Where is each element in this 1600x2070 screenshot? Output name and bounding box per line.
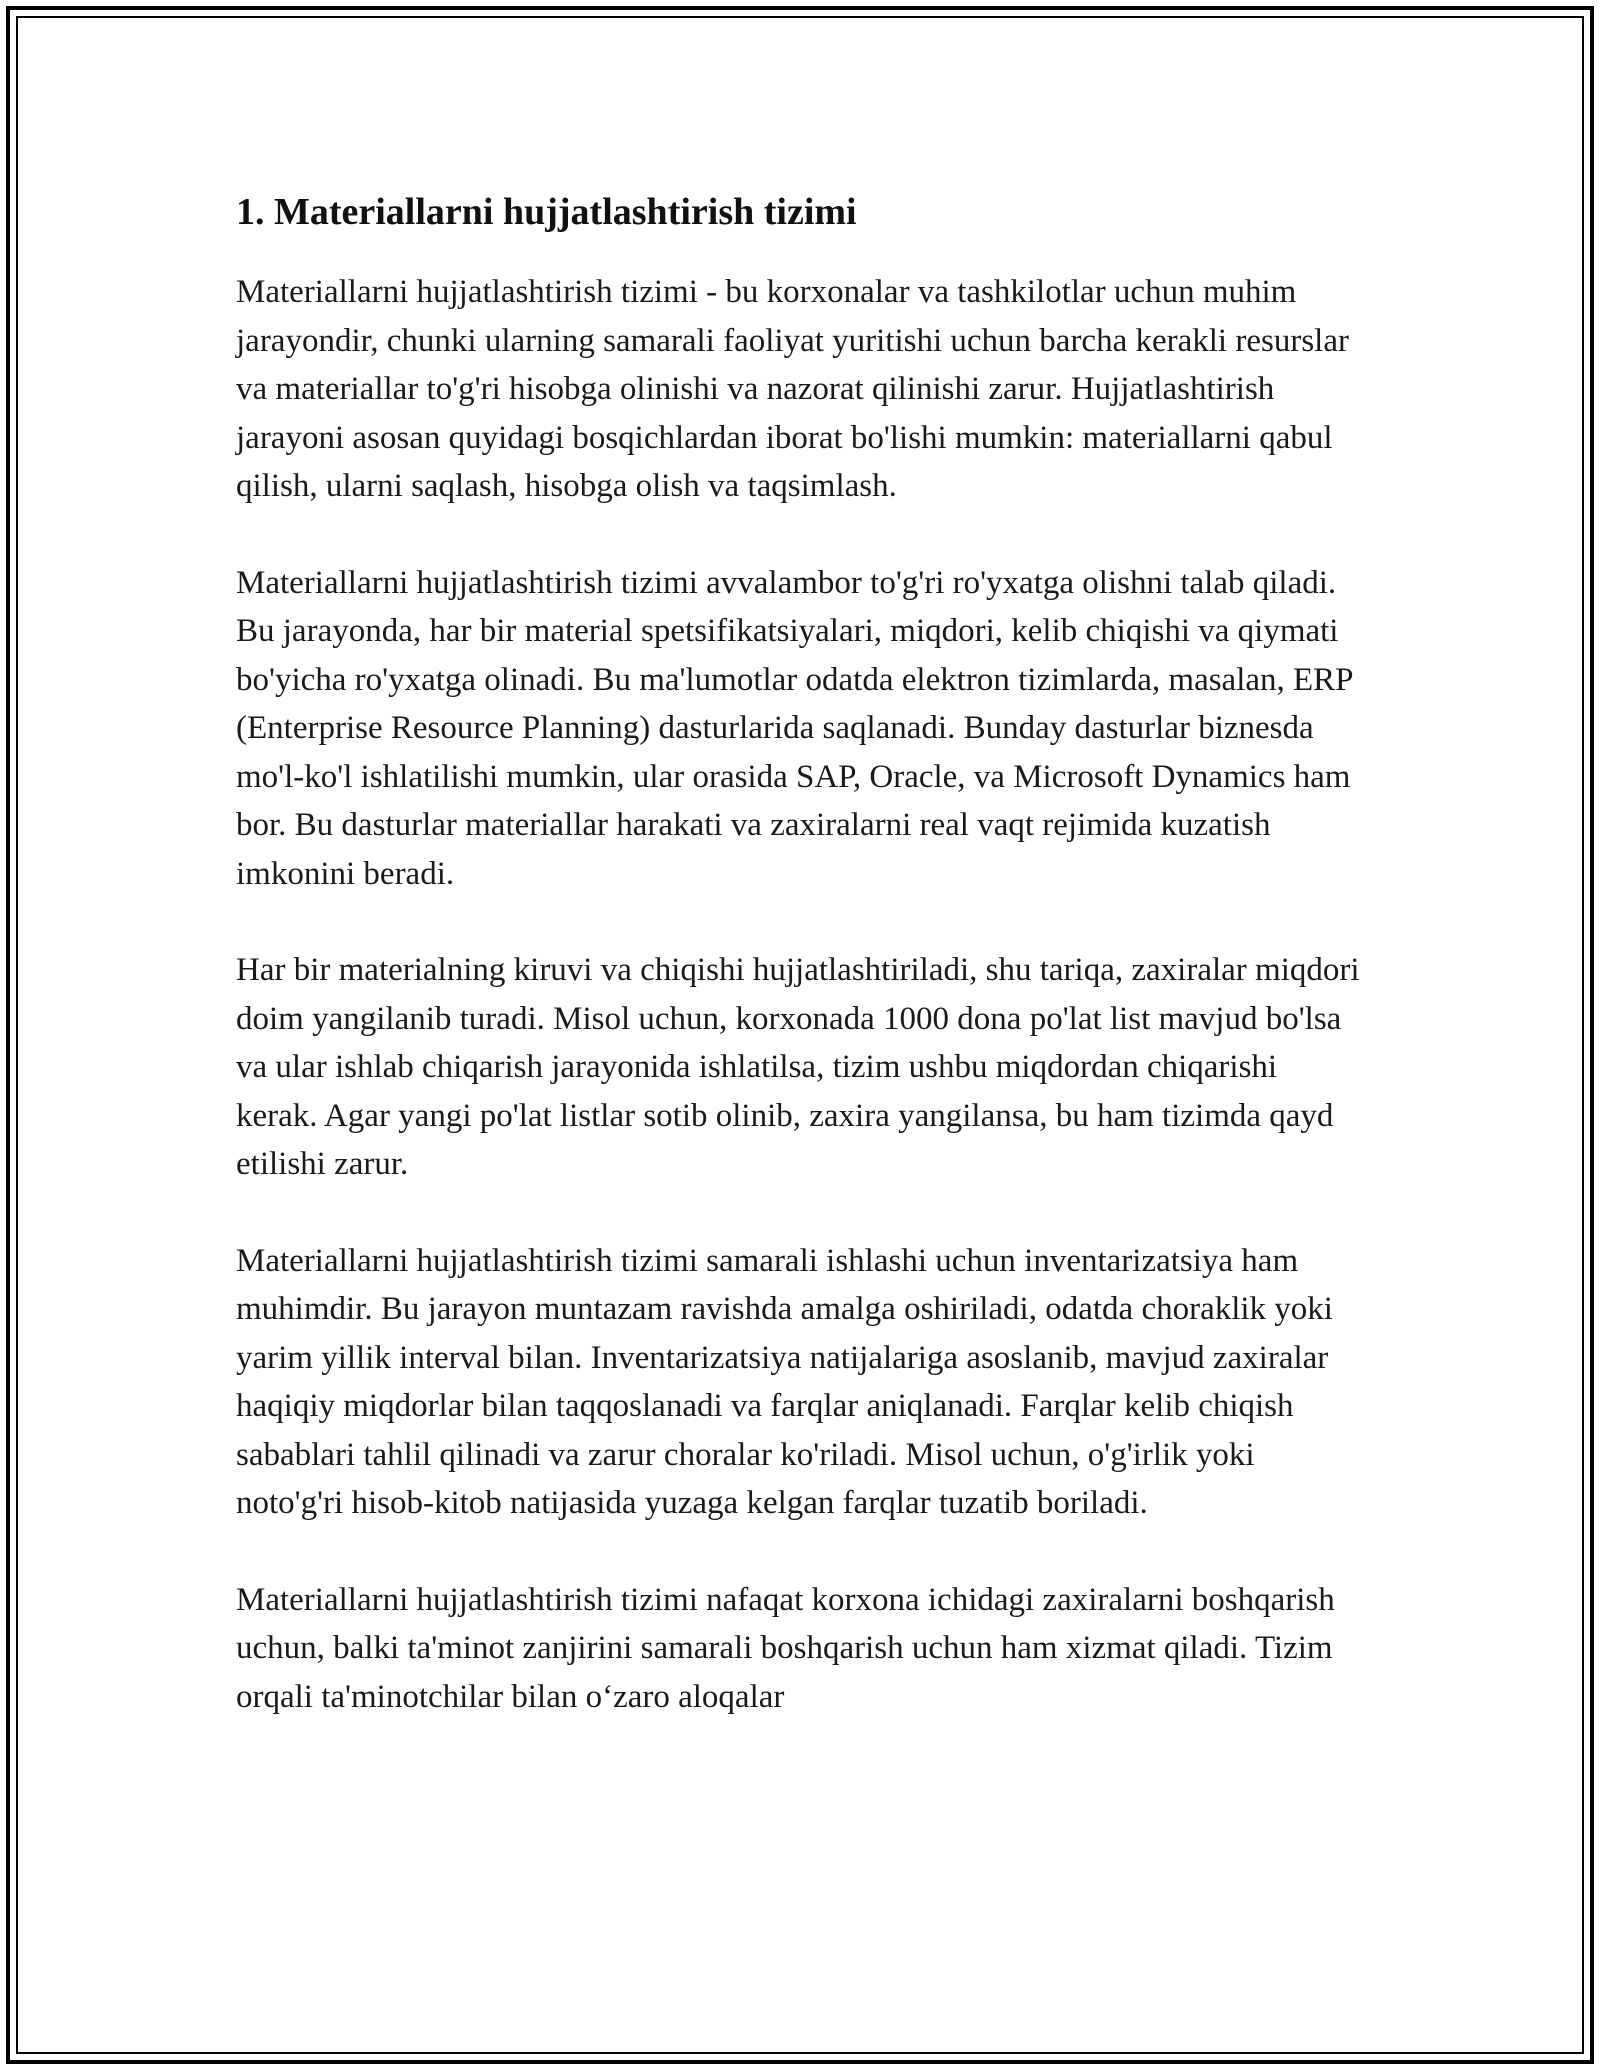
paragraph-1: Materiallarni hujjatlashtirish tizimi - bu korxonalar va tashkilotlar uchun muhim jarayondir, chunki ularning samarali faoliyat yuritishi uchun barcha kerakli resurslar va materiallar to'g'ri hisobga olinishi va nazorat qilinishi zarur. Hujjatlashtirish jarayoni asosan quyidagi bosqichlardan iborat bo'lishi mumkin: materiallarni qabul qilish, ularni saqlash, hisobga olish va taqsimlash. [236,274,1349,504]
document-body [236,186,1366,1769]
paragraph-5: Materiallarni hujjatlashtirish tizimi nafaqat korxona ichidagi zaxiralarni boshqarish uchun, balki ta'minot zanjirini samarali boshqarish uchun ham xizmat qiladi. Tizim orqali ta'minotchilar bilan o‘zaro aloqalar [236,1581,1335,1715]
paragraph-4: Materiallarni hujjatlashtirish tizimi samarali ishlashi uchun inventarizatsiya ham muhimdir. Bu jarayon muntazam ravishda amalga oshiriladi, odatda choraklik yoki yarim yillik interval bilan. Inventarizatsiya natijalariga asoslanib, mavjud zaxiralar haqiqiy miqdorlar bilan taqqoslanadi va farqlar aniqlanadi. Farqlar kelib chiqish sabablari tahlil qilinadi va zarur choralar ko'riladi. Misol uchun, o'g'irlik yoki noto'g'ri hisob-kitob natijasida yuzaga kelgan farqlar tuzatib boriladi. [236,1242,1333,1521]
paragraph-3: Har bir materialning kiruvi va chiqishi hujjatlashtiriladi, shu tariqa, zaxiralar miqdori doim yangilanib turadi. Misol uchun, korxonada 1000 dona po'lat list mavjud bo'lsa va ular ishlab chiqarish jarayonida ishlatilsa, tizim ushbu miqdordan chiqarishi kerak. Agar yangi po'lat listlar sotib olinib, zaxira yangilansa, bu ham tizimda qayd etilishi zarur. [236,952,1360,1182]
paragraph-2: Materiallarni hujjatlashtirish tizimi avvalambor to'g'ri ro'yxatga olishni talab qiladi. Bu jarayonda, har bir material spetsifikatsiyalari, miqdori, kelib chiqishi va qiymati bo'yicha ro'yxatga olinadi. Bu ma'lumotlar odatda elektron tizimlarda, masalan, ERP (Enterprise Resource Planning) dasturlarida saqlanadi. Bunday dasturlar biznesda mo'l-ko'l ishlatilishi mumkin, ular orasida SAP, Oracle, va Microsoft Dynamics ham bor. Bu dasturlar materiallar harakati va zaxiralarni real vaqt rejimida kuzatish imkonini beradi. [236,564,1353,892]
section-heading: 1. Materiallarni hujjatlashtirish tizimi [236,191,857,233]
